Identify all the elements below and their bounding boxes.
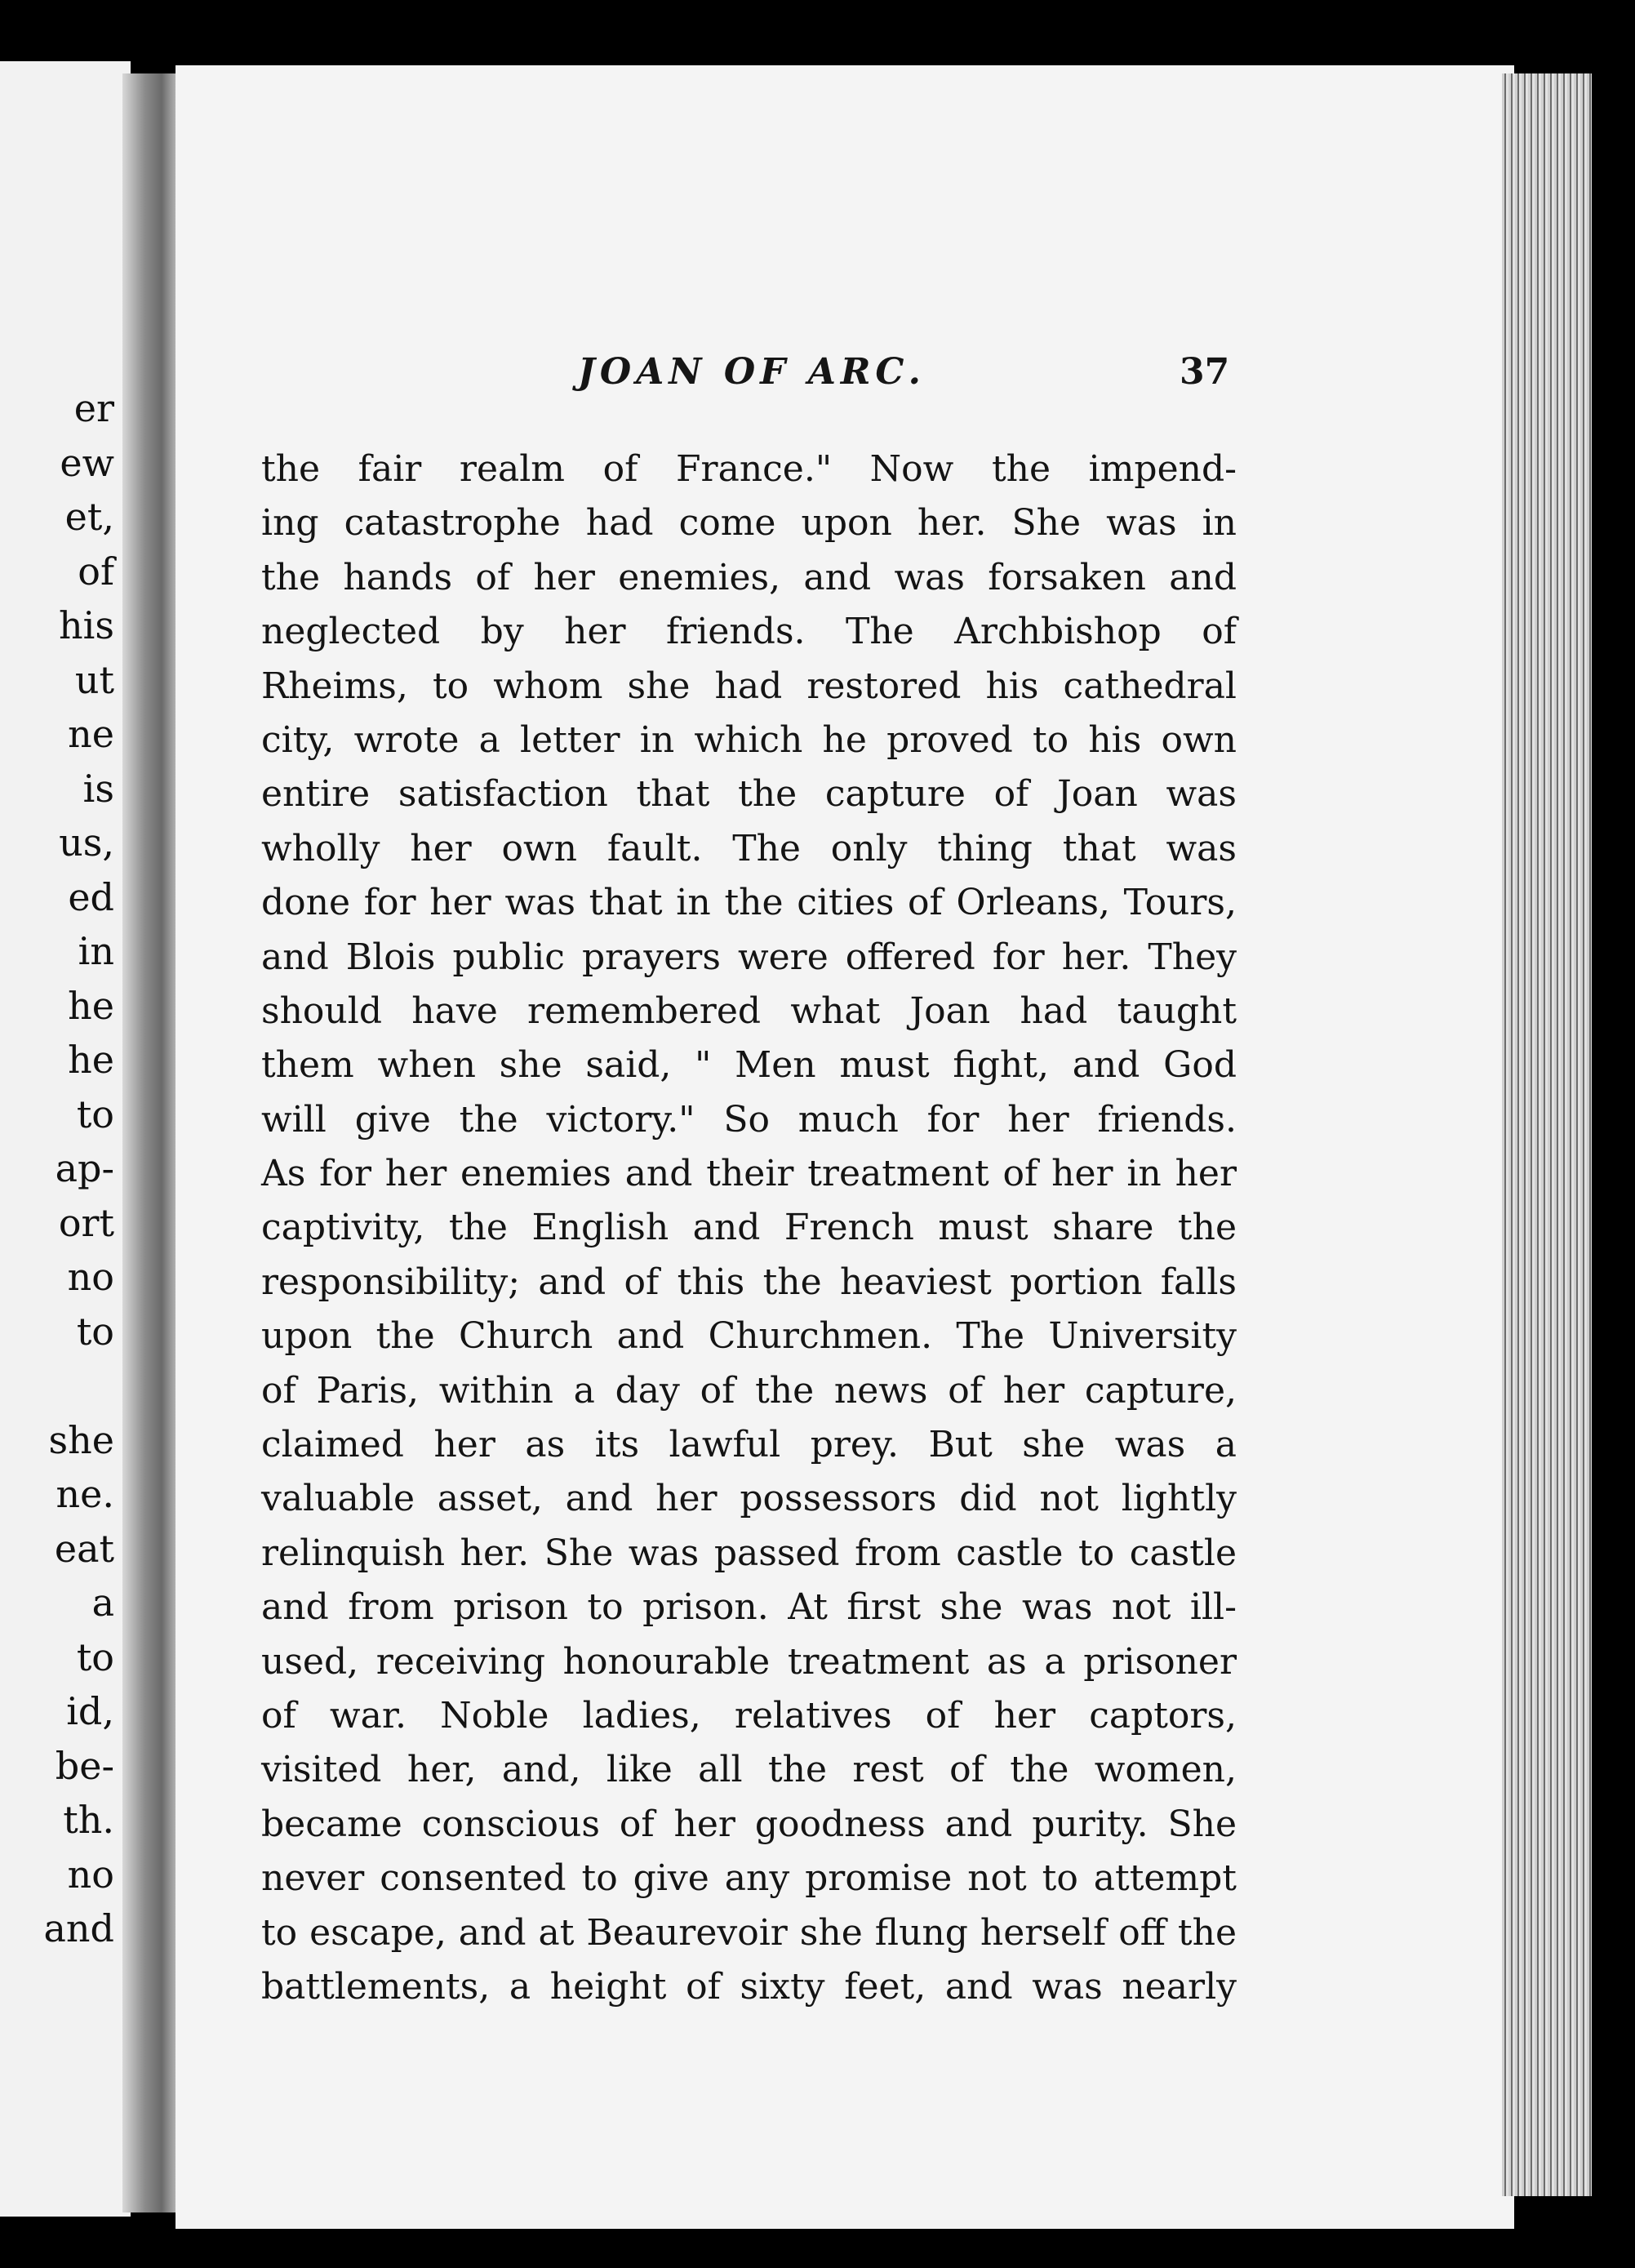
text-line: them when she said, " Men must fight, and God	[261, 1044, 1237, 1087]
text-line: and Blois public prayers were offered for her. They	[261, 936, 1237, 978]
page-stack-edge	[1502, 73, 1592, 2196]
facing-line: a	[91, 1581, 114, 1625]
facing-line: his	[59, 603, 114, 647]
facing-line: she	[48, 1417, 114, 1462]
facing-line: ne	[68, 712, 114, 756]
running-title: JOAN OF ARC.	[578, 351, 926, 393]
text-line: the fair realm of France." Now the impend-	[261, 448, 1237, 490]
facing-line: us,	[59, 820, 114, 865]
facing-line: no	[67, 1852, 114, 1897]
text-line: Rheims, to whom she had restored his cathedral	[261, 665, 1237, 707]
facing-line: ed	[68, 874, 114, 919]
facing-line: and	[43, 1906, 114, 1950]
book-edge-shadow	[1592, 49, 1635, 2237]
facing-line: to	[76, 1092, 114, 1136]
facing-line: et,	[64, 495, 114, 539]
facing-line: ap-	[55, 1146, 114, 1190]
book-page	[175, 65, 1514, 2229]
text-line: captivity, the English and French must share the	[261, 1207, 1237, 1249]
text-line: and from prison to prison. At first she was not ill-	[261, 1586, 1237, 1629]
facing-line: to	[76, 1309, 114, 1354]
text-line: should have remembered what Joan had taught	[261, 989, 1237, 1032]
text-line: city, wrote a letter in which he proved to his own	[261, 718, 1237, 761]
facing-line: id,	[66, 1689, 114, 1733]
facing-line: ne.	[56, 1472, 114, 1516]
facing-line: of	[78, 549, 114, 594]
facing-line: no	[67, 1255, 114, 1299]
text-line: of Paris, within a day of the news of her capture,	[261, 1369, 1237, 1412]
text-line: valuable asset, and her possessors did not lightly	[261, 1478, 1237, 1520]
facing-line	[0, 1359, 114, 1413]
text-line: became conscious of her goodness and purity. She	[261, 1803, 1237, 1845]
facing-line: is	[82, 766, 114, 811]
body-text	[261, 442, 1237, 2014]
text-line: neglected by her friends. The Archbishop of	[261, 611, 1237, 653]
facing-line: ew	[60, 440, 114, 485]
facing-page-text	[0, 381, 114, 1956]
text-line: to escape, and at Beaurevoir she flung herself off the	[261, 1911, 1237, 1954]
text-line: used, receiving honourable treatment as a prisoner	[261, 1640, 1237, 1683]
facing-line: eat	[54, 1526, 114, 1571]
facing-line: in	[78, 929, 114, 973]
facing-line: ut	[74, 657, 114, 702]
text-line: upon the Church and Churchmen. The University	[261, 1315, 1237, 1358]
page-header	[175, 351, 1237, 408]
text-line: visited her, and, like all the rest of the women,	[261, 1749, 1237, 1791]
facing-line: he	[68, 983, 114, 1028]
facing-line: er	[73, 386, 114, 430]
text-line: never consented to give any promise not to attempt	[261, 1857, 1237, 1900]
text-line: done for her was that in the cities of Orleans, Tours,	[261, 882, 1237, 924]
facing-line: to	[76, 1634, 114, 1679]
page-number: 37	[1180, 351, 1230, 393]
facing-line: be-	[55, 1743, 114, 1788]
text-line: entire satisfaction that the capture of Joan was	[261, 773, 1237, 816]
text-line: the hands of her enemies, and was forsaken and	[261, 556, 1237, 598]
text-line: will give the victory." So much for her friends.	[261, 1098, 1237, 1141]
text-line: wholly her own fault. The only thing that was	[261, 827, 1237, 869]
text-line: As for her enemies and their treatment of her in her	[261, 1153, 1237, 1195]
facing-line: he	[68, 1038, 114, 1082]
facing-line: th.	[63, 1798, 114, 1842]
text-line: claimed her as its lawful prey. But she was a	[261, 1424, 1237, 1466]
text-line: responsibility; and of this the heaviest portion falls	[261, 1261, 1237, 1303]
text-line: of war. Noble ladies, relatives of her captors,	[261, 1694, 1237, 1737]
text-line: ing catastrophe had come upon her. She was in	[261, 502, 1237, 545]
text-line: relinquish her. She was passed from castle to castle	[261, 1532, 1237, 1574]
text-line: battlements, a height of sixty feet, and was nearly	[261, 1965, 1237, 2008]
facing-page	[0, 61, 131, 2217]
facing-line: ort	[58, 1200, 114, 1245]
